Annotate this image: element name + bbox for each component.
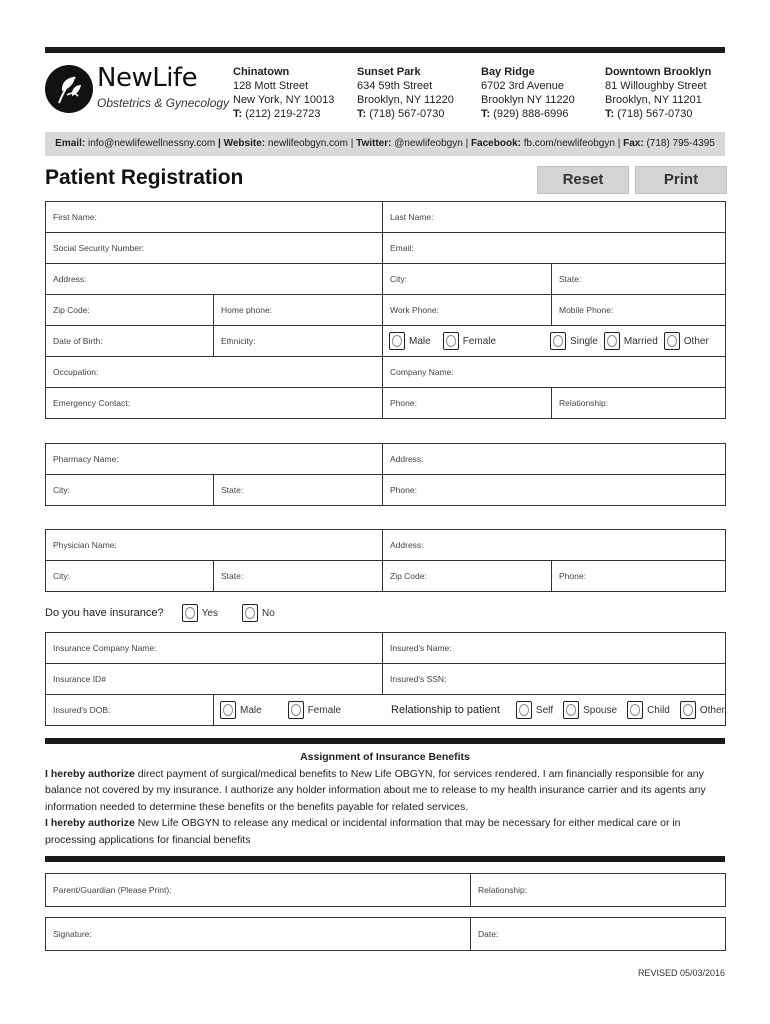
work-phone-field[interactable]	[383, 295, 552, 325]
option-label: Other	[699, 704, 725, 716]
bold-phrase: I hereby authorize	[45, 817, 135, 829]
reset-button[interactable]: Reset	[537, 166, 629, 194]
checkbox-icon[interactable]	[604, 332, 620, 350]
date-field[interactable]	[471, 918, 725, 950]
home-phone-field[interactable]	[214, 295, 383, 325]
guardian-relationship-field[interactable]	[471, 874, 725, 906]
field-label: Insurance ID#	[53, 674, 106, 684]
insured-ssn-field[interactable]	[383, 664, 725, 694]
last-name-field[interactable]	[383, 202, 725, 232]
field-label: First Name:	[53, 212, 97, 222]
leaf-logo-icon	[45, 65, 93, 113]
field-label: Date of Birth:	[53, 336, 103, 346]
twitter-label: Twitter:	[356, 138, 392, 149]
spouse-option[interactable]	[557, 701, 617, 719]
fax-number: (718) 795-4395	[646, 138, 715, 149]
field-label: State:	[221, 571, 244, 581]
location-name: Bay Ridge	[481, 66, 535, 78]
paragraph-text: direct payment of surgical/medical benefits to New Life OBGYN, for services rendered. I am financially responsible for any balance not covered by my insurance. I authorize any holder information about me to release to my health insurance carrier and its agents any information needed to determine these benefits or the benefits payable for related services.	[45, 767, 706, 813]
insured-female-option[interactable]	[282, 701, 341, 719]
page-title: Patient Registration	[45, 166, 244, 189]
assignment-paragraph-1	[45, 766, 725, 816]
email-link[interactable]: info@newlifewellnessny.com	[87, 138, 216, 149]
assignment-section	[45, 749, 725, 848]
option-label: Married	[623, 335, 658, 347]
checkbox-icon[interactable]	[664, 332, 680, 350]
self-option[interactable]	[510, 701, 553, 719]
field-label: Phone:	[390, 485, 417, 495]
location-city: New York, NY 10013	[233, 94, 335, 106]
physician-form	[45, 529, 726, 592]
field-label: Zip Code:	[390, 571, 427, 581]
address-field[interactable]	[46, 264, 383, 294]
field-label: Mobile Phone:	[559, 305, 614, 315]
insurance-id-field[interactable]	[46, 664, 383, 694]
website-link[interactable]: newlifeobgyn.com	[267, 138, 348, 149]
location-name: Sunset Park	[357, 66, 421, 78]
first-name-field[interactable]	[46, 202, 383, 232]
insurance-no-option[interactable]	[236, 604, 275, 622]
patient-info-form	[45, 201, 726, 419]
contact-bar	[45, 132, 725, 156]
field-label: City:	[390, 274, 407, 284]
field-label: State:	[221, 485, 244, 495]
location-city: Brooklyn, NY 11220	[357, 94, 454, 106]
website-label: Website:	[223, 138, 266, 149]
ethnicity-field[interactable]	[214, 326, 383, 356]
pharmacy-state-field[interactable]	[214, 475, 383, 505]
insured-name-field[interactable]	[383, 633, 725, 663]
location-phone: (212) 219-2723	[245, 108, 321, 120]
insured-dob-field[interactable]	[46, 695, 214, 725]
gender-marital-options	[383, 326, 725, 356]
location-name: Chinatown	[233, 66, 290, 78]
location-name: Downtown Brooklyn	[605, 66, 712, 78]
option-label: Child	[647, 704, 670, 716]
field-label: Insured's Name:	[390, 643, 452, 653]
field-label: Date:	[478, 929, 499, 939]
single-option[interactable]	[544, 332, 598, 350]
field-label: Zip Code:	[53, 305, 90, 315]
female-option[interactable]	[431, 332, 496, 350]
signature-field[interactable]	[46, 918, 471, 950]
field-label: Phone:	[390, 398, 417, 408]
field-label: Insurance Company Name:	[53, 643, 157, 653]
revised-date: REVISED 05/03/2016	[637, 968, 725, 978]
assignment-paragraph-2	[45, 815, 725, 848]
question-label: Do you have insurance?	[45, 607, 164, 619]
option-label: Yes	[201, 607, 218, 619]
pharmacy-city-field[interactable]	[46, 475, 214, 505]
physician-address-field[interactable]	[383, 530, 725, 560]
twitter-link[interactable]: @newlifeobgyn	[394, 138, 463, 149]
checkbox-icon[interactable]	[563, 701, 579, 719]
pharmacy-form	[45, 443, 726, 506]
field-label: Email:	[390, 243, 414, 253]
field-label: Last Name:	[390, 212, 434, 222]
insurance-yes-option[interactable]	[176, 604, 218, 622]
pharmacy-name-field[interactable]	[46, 444, 383, 474]
phone-label: T:	[233, 108, 243, 120]
option-label: Spouse	[583, 704, 618, 716]
signature-form	[45, 917, 726, 951]
field-label: City:	[53, 485, 70, 495]
location-bay-ridge	[481, 65, 575, 121]
field-label: Relationship:	[478, 885, 528, 895]
separator: |	[218, 138, 221, 149]
married-option[interactable]	[598, 332, 658, 350]
insurance-company-field[interactable]	[46, 633, 383, 663]
checkbox-icon[interactable]	[627, 701, 643, 719]
checkbox-icon[interactable]	[680, 701, 696, 719]
option-label: Single	[570, 335, 598, 347]
field-label: Occupation:	[53, 367, 99, 377]
paragraph-text: New Life OBGYN to release any medical or incidental information that may be necessary for either medical care or in processing applications for financial benefits	[45, 817, 681, 846]
location-phone: (718) 567-0730	[617, 108, 693, 120]
field-label: Insured's SSN:	[390, 674, 447, 684]
checkbox-icon[interactable]	[242, 604, 258, 622]
physician-zip-field[interactable]	[383, 561, 552, 591]
insurance-question	[45, 604, 275, 622]
emergency-contact-field[interactable]	[46, 388, 383, 418]
insurance-form	[45, 632, 726, 726]
occupation-field[interactable]	[46, 357, 383, 387]
physician-name-field[interactable]	[46, 530, 383, 560]
option-label: Male	[240, 704, 262, 716]
facebook-link[interactable]: fb.com/newlifeobgyn	[523, 138, 615, 149]
checkbox-icon[interactable]	[220, 701, 236, 719]
facebook-label: Facebook:	[470, 138, 521, 149]
field-label: Emergency Contact:	[53, 398, 131, 408]
section-rule	[45, 856, 725, 862]
pharmacy-phone-field[interactable]	[383, 475, 725, 505]
bold-phrase: I hereby authorize	[45, 767, 135, 780]
field-label: Relationship:	[559, 398, 609, 408]
brand-subtitle: Obstetrics & Gynecology	[97, 96, 230, 110]
location-city: Brooklyn, NY 11201	[605, 94, 702, 106]
email-field[interactable]	[383, 233, 725, 263]
insured-other-option[interactable]	[674, 701, 725, 719]
relationship-to-patient-label: Relationship to patient	[391, 704, 500, 716]
option-label: Female	[462, 335, 497, 347]
location-phone: (929) 888-6996	[493, 108, 569, 120]
state-field[interactable]	[552, 264, 725, 294]
pharmacy-address-field[interactable]	[383, 444, 725, 474]
field-label: Address:	[390, 454, 424, 464]
company-field[interactable]	[383, 357, 725, 387]
location-sunset-park	[357, 65, 454, 121]
field-label: City:	[53, 571, 70, 581]
option-label: Male	[409, 335, 431, 347]
separator: |	[465, 138, 469, 149]
field-label: Home phone:	[221, 305, 273, 315]
phone-label: T:	[605, 108, 615, 120]
ssn-field[interactable]	[46, 233, 383, 263]
fax-label: Fax:	[623, 138, 644, 149]
field-label: Physician Name:	[53, 540, 117, 550]
field-label: Pharmacy Name:	[53, 454, 119, 464]
insured-male-option[interactable]	[214, 701, 262, 719]
option-label: Female	[307, 704, 342, 716]
field-label: Parent/Guardian (Please Print):	[53, 885, 172, 895]
header-rule	[45, 47, 725, 53]
field-label: Address:	[53, 274, 87, 284]
phone-label: T:	[481, 108, 491, 120]
checkbox-icon[interactable]	[516, 701, 532, 719]
location-street: 6702 3rd Avenue	[481, 80, 564, 92]
mobile-phone-field[interactable]	[552, 295, 725, 325]
field-label: State:	[559, 274, 582, 284]
checkbox-icon[interactable]	[288, 701, 304, 719]
brand-name: NewLife	[97, 63, 198, 93]
option-label: No	[261, 607, 275, 619]
field-label: Ethnicity:	[221, 336, 256, 346]
location-street: 128 Mott Street	[233, 80, 309, 92]
checkbox-icon[interactable]	[443, 332, 459, 350]
zip-field[interactable]	[46, 295, 214, 325]
separator: |	[617, 138, 621, 149]
field-label: Address:	[390, 540, 424, 550]
insured-options	[214, 695, 725, 725]
print-button[interactable]: Print	[635, 166, 727, 194]
city-field[interactable]	[383, 264, 552, 294]
phone-label: T:	[357, 108, 367, 120]
field-label: Insured's DOB:	[53, 705, 111, 715]
physician-state-field[interactable]	[214, 561, 383, 591]
separator: |	[350, 138, 354, 149]
location-chinatown	[233, 65, 334, 121]
checkbox-icon[interactable]	[182, 604, 198, 622]
field-label: Social Security Number:	[53, 243, 145, 253]
logo	[45, 63, 230, 125]
male-option[interactable]	[383, 332, 431, 350]
field-label: Signature:	[53, 929, 92, 939]
location-downtown-brooklyn	[605, 65, 711, 121]
field-label: Work Phone:	[390, 305, 439, 315]
emergency-relationship-field[interactable]	[552, 388, 725, 418]
location-street: 634 59th Street	[357, 80, 433, 92]
emergency-phone-field[interactable]	[383, 388, 552, 418]
option-label: Other	[683, 335, 709, 347]
assignment-heading: Assignment of Insurance Benefits	[300, 751, 470, 763]
location-phone: (718) 567-0730	[369, 108, 445, 120]
email-label: Email:	[55, 138, 86, 149]
other-option[interactable]	[658, 332, 709, 350]
dob-field[interactable]	[46, 326, 214, 356]
guardian-name-field[interactable]	[46, 874, 471, 906]
option-label: Self	[535, 704, 554, 716]
section-rule	[45, 738, 725, 744]
checkbox-icon[interactable]	[389, 332, 405, 350]
physician-city-field[interactable]	[46, 561, 214, 591]
field-label: Phone:	[559, 571, 586, 581]
child-option[interactable]	[621, 701, 670, 719]
guardian-form	[45, 873, 726, 907]
location-street: 81 Willoughby Street	[605, 80, 707, 92]
physician-phone-field[interactable]	[552, 561, 725, 591]
checkbox-icon[interactable]	[550, 332, 566, 350]
location-city: Brooklyn NY 11220	[481, 94, 575, 106]
field-label: Company Name:	[390, 367, 454, 377]
